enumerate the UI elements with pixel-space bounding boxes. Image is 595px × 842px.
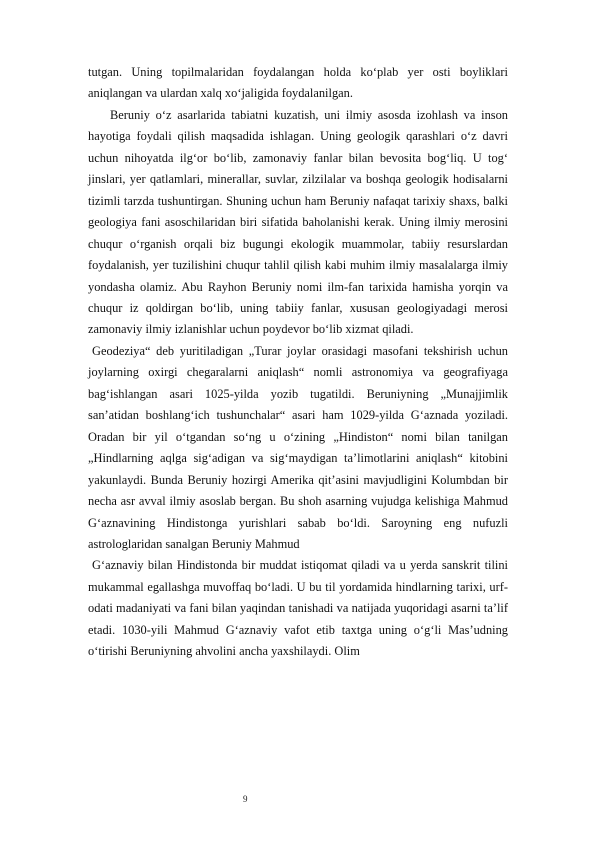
body-text — [88, 62, 508, 663]
paragraph-1: tutgan. Uning topilmalaridan foydalangan holda ko‘plab yer osti boyliklari aniqlangan va ulardan xalq xo‘jaligida foydalanilgan. — [88, 65, 508, 101]
paragraph-4: G‘aznaviy bilan Hindistonda bir muddat istiqomat qiladi va u yerda sanskrit tilini mukammal egallashga muvoffaq bo‘ladi. U bu til yordamida hindlarning tarixi, urf-odati madaniyati va fani bilan yaqindan tanishadi va natijada yuqoridagi asarni ta’lif etadi. 1030-yili Mahmud G‘aznaviy vafot etib taxtga uning o‘g‘li Mas’udning o‘tirishi Beruniyning ahvolini ancha yaxshilaydi. Olim — [88, 558, 508, 659]
paragraph-2: Beruniy o‘z asarlarida tabiatni kuzatish, uni ilmiy asosda izohlash va inson hayotiga foydali qilish maqsadida ishlagan. Uning geologik qarashlari o‘z davri uchun nihoyatda ilg‘or bo‘lib, zamonaviy fanlar bilan bevosita bog‘liq. U tog‘ jinslari, yer qatlamlari, minerallar, suvlar, zilzilalar va boshqa geologik hodisalarni tizimli tarzda tushuntirgan. Shuning uchun ham Beruniy nafaqat tarixiy shaxs, balki geologiya fani asoschilaridan biri sifatida baholanishi kerak. Uning ilmiy merosini chuqur o‘rganish orqali biz bugungi ekologik muammolar, tabiiy resurslardan foydalanish, yer tuzilishini chuqur tahlil qilish kabi muhim ilmiy masalalarga ilmiy yondasha olamiz. Abu Rayhon Beruniy nomi ilm-fan tarixida hamisha yorqin va chuqur iz qoldirgan bo‘lib, uning tabiiy fanlar, xususan geologiyadagi merosi zamonaviy ilmiy izlanishlar uchun poydevor bo‘lib xizmat qiladi. — [88, 107, 508, 337]
paragraph-3: Geodeziya“ deb yuritiladigan „Turar joylar orasidagi masofani tekshirish uchun joylarning oxirgi chegaralarni aniqlash“ nomli astronomiya va geografiyaga bag‘ishlangan asari 1025-yilda yozib tugatildi. Beruniyning „Munajjimlik san’atidan boshlang‘ich tushunchalar“ asari ham 1029-yilda G‘aznada yoziladi. Oradan bir yil o‘tgandan so‘ng u o‘zining „Hindiston“ nomi bilan tanilgan „Hindlarning aqlga sig‘adigan va sig‘maydigan ta’limotlarini aniqlash“ kitobini yakunlaydi. Bunda Beruniy hozirgi Amerika qit’asini mavjudligini Kolumbdan bir necha asr avval ilmiy asoslab bergan. Bu shoh asarning vujudga kelishiga Mahmud G‘aznavining Hindistonga yurishlari sabab bo‘ldi. Saroyning eng nufuzli astrologlaridan sanalgan Beruniy Mahmud — [88, 343, 508, 551]
page-number: 9 — [243, 794, 248, 804]
